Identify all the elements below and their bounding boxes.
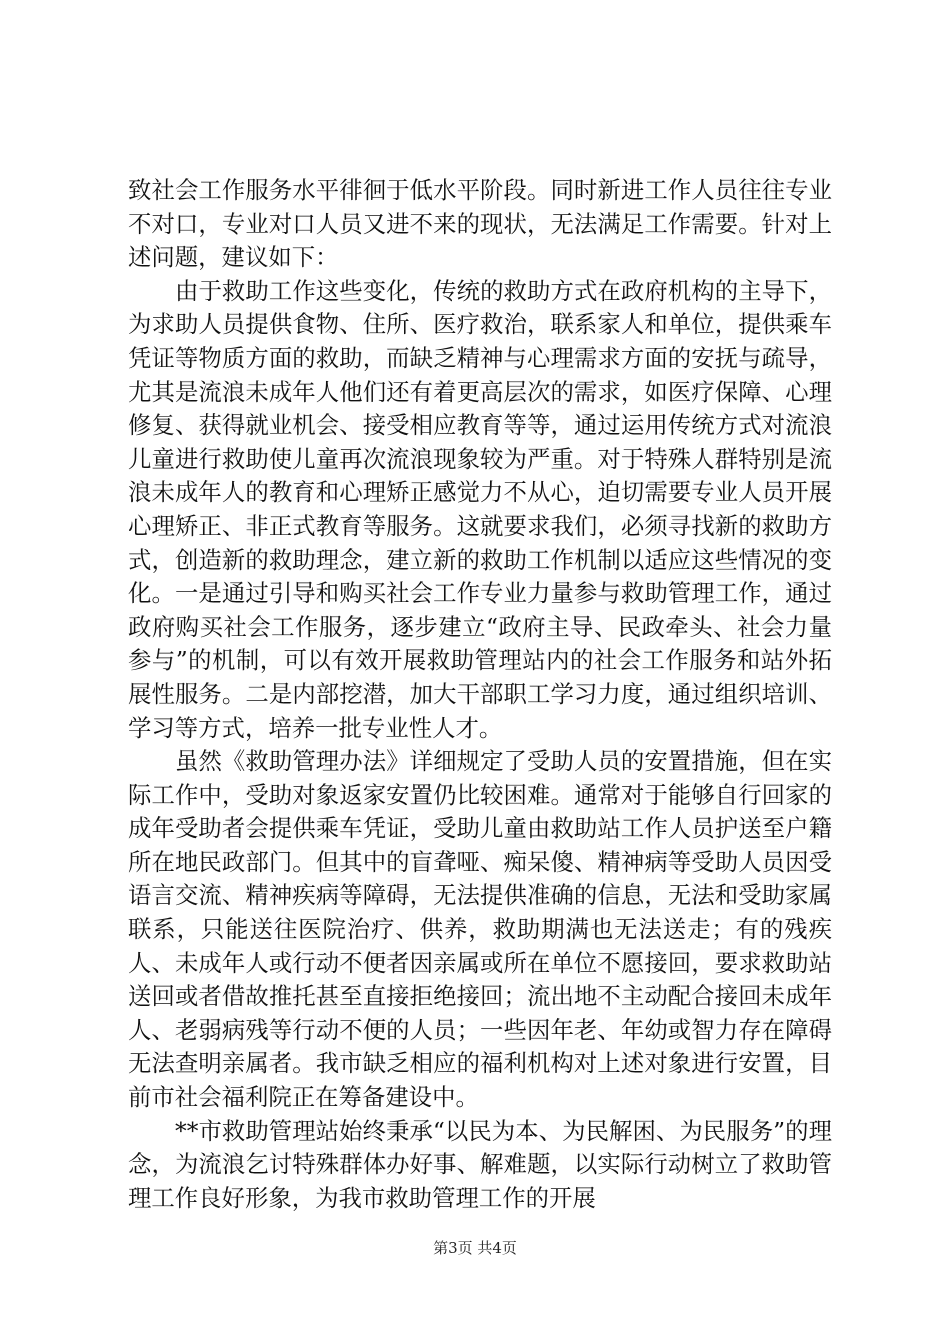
page-number-footer: 第3页 共4页 bbox=[433, 1239, 517, 1257]
document-body bbox=[128, 174, 832, 1215]
paragraph-placement-difficulty: 虽然《救助管理办法》详细规定了受助人员的安置措施，但在实际工作中，受助对象返家安置仍比较困难。通常对于能够自行回家的成年受助者会提供乘车凭证，受助儿童由救助站工作人员护送至户籍所在地民政部门。但其中的盲聋哑、痴呆傻、精神病等受助人员因受语言交流、精神疾病等障碍，无法提供准确的信息，无法和受助家属联系，只能送往医院治疗、供养，救助期满也无法送走；有的残疾人、未成年人或行动不便者因亲属或所在单位不愿接回，要求救助站送回或者借故推托甚至直接拒绝接回；流出地不主动配合接回未成年人、老弱病残等行动不便的人员；一些因年老、年幼或智力存在障碍无法查明亲属者。我市缺乏相应的福利机构对上述对象进行安置，目前市社会福利院正在筹备建设中。 bbox=[128, 747, 832, 1112]
paragraph-continuation: 致社会工作服务水平徘徊于低水平阶段。同时新进工作人员往往专业不对口，专业对口人员又进不来的现状，无法满足工作需要。针对上述问题，建议如下： bbox=[128, 176, 832, 272]
paragraph-rescue-methods: 由于救助工作这些变化，传统的救助方式在政府机构的主导下，为求助人员提供食物、住所、医疗救治，联系家人和单位，提供乘车凭证等物质方面的救助，而缺乏精神与心理需求方面的安抚与疏导，尤其是流浪未成年人他们还有着更高层次的需求，如医疗保障、心理修复、获得就业机会、接受相应教育等等，通过运用传统方式对流浪儿童进行救助使儿童再次流浪现象较为严重。对于特殊人群特别是流浪未成年人的教育和心理矫正感觉力不从心，迫切需要专业人员开展心理矫正、非正式教育等服务。这就要求我们，必须寻找新的救助方式，创造新的救助理念，建立新的救助工作机制以适应这些情况的变化。一是通过引导和购买社会工作专业力量参与救助管理工作，通过政府购买社会工作服务，逐步建立“政府主导、民政牵头、社会力量参与”的机制，可以有效开展救助管理站内的社会工作服务和站外拓展性服务。二是内部挖潜，加大干部职工学习力度，通过组织培训、学习等方式，培养一批专业性人才。 bbox=[128, 276, 832, 742]
paragraph-station-philosophy: **市救助管理站始终秉承“以民为本、为民解困、为民服务”的理念，为流浪乞讨特殊群体办好事、解难题，以实际行动树立了救助管理工作良好形象，为我市救助管理工作的开展 bbox=[128, 1116, 832, 1212]
